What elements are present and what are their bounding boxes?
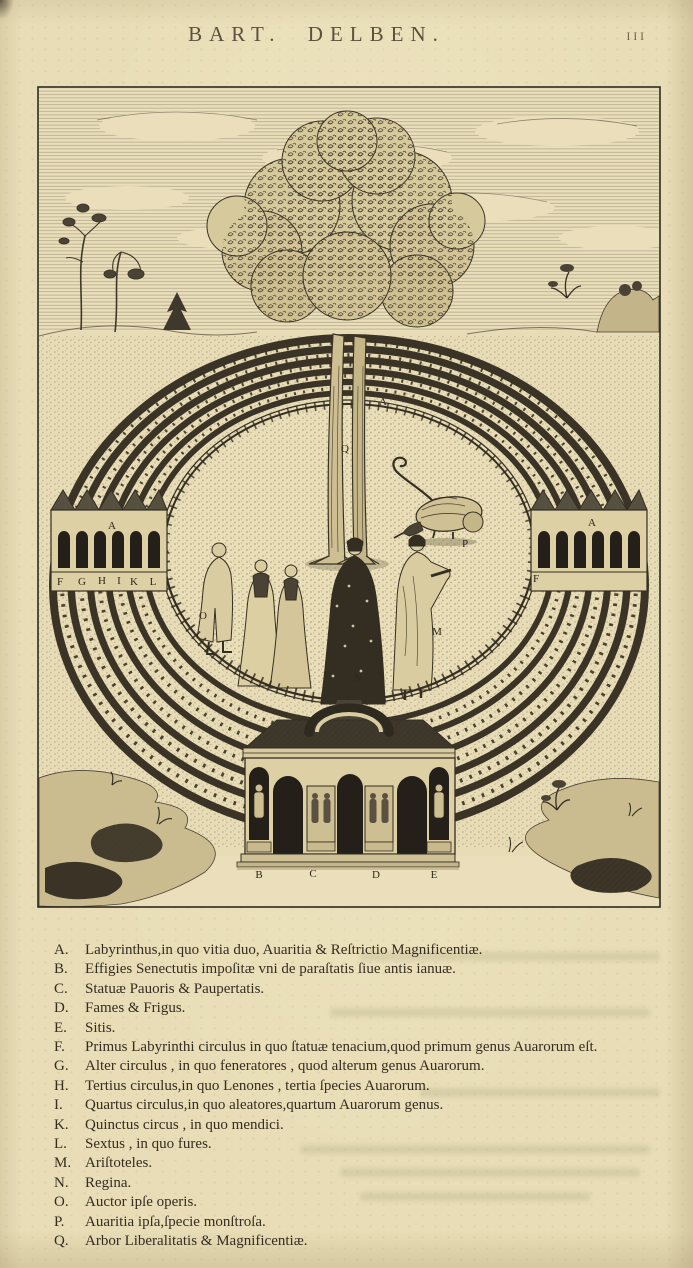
corner-niche-left	[247, 767, 271, 852]
legend-letter: A.	[54, 942, 69, 958]
engraving-letter-o: O	[199, 610, 207, 622]
legend-item	[54, 1135, 684, 1154]
legend-text: Regina.	[85, 1174, 132, 1191]
engraving-letter-m: M	[432, 626, 442, 638]
page-corner-stain	[0, 0, 14, 20]
engraving-letter-k: K	[130, 576, 138, 588]
statue-panel-left	[307, 786, 335, 851]
legend-text: Sextus , in quo fures.	[85, 1136, 212, 1153]
legend-text: Sitis.	[85, 1019, 116, 1036]
legend-item	[54, 1174, 684, 1193]
legend-item	[54, 1154, 684, 1173]
engraving-letter-h: H	[98, 575, 106, 587]
legend-list	[54, 941, 684, 1252]
legend-text: Statuæ Pauoris & Paupertatis.	[85, 980, 265, 997]
corner-niche-right	[427, 767, 451, 852]
legend-letter: D.	[54, 1000, 69, 1017]
legend-letter: G.	[54, 1058, 69, 1075]
legend-letter: B.	[54, 961, 68, 978]
gatehouse	[237, 700, 459, 870]
legend-letter: P.	[54, 1213, 65, 1230]
legend-item	[54, 1232, 684, 1251]
legend-text: Fames & Frigus.	[85, 1000, 186, 1017]
legend-item	[54, 1077, 684, 1096]
engraving-letter-e: E	[430, 869, 438, 881]
legend-item	[54, 1057, 684, 1076]
legend-item	[54, 980, 684, 999]
side-wall-right	[531, 490, 647, 591]
legend-letter: C.	[54, 980, 68, 997]
base-plinth	[241, 854, 455, 862]
legend-letter: I.	[54, 1097, 63, 1114]
legend-item	[54, 999, 684, 1018]
engraving-letter-i: I	[117, 575, 121, 587]
legend-letter: Q.	[54, 1233, 69, 1250]
legend-item	[54, 1213, 684, 1232]
legend-text: Auctor ipſe operis.	[85, 1194, 198, 1211]
engraving-letter-c: C	[309, 868, 317, 880]
legend-item	[54, 960, 684, 979]
legend-text: Effigies Senectutis impoſitæ vni de paraſtatis ſiue antis ianuæ.	[85, 961, 456, 978]
legend-text: Primus Labyrinthi circulus in quo ſtatuæ tenacium,quod primum genus Auarorum eſt.	[85, 1039, 598, 1056]
legend-letter: N.	[54, 1174, 69, 1191]
labyrinth-engraving	[37, 86, 661, 908]
engraving-letter-n: N	[354, 672, 362, 684]
page-number: III	[626, 31, 647, 43]
engraving-letter-q: Q	[341, 443, 349, 455]
legend-item	[54, 1038, 684, 1057]
engraving-letter-l: L	[149, 576, 157, 588]
engraving-letter-g: G	[78, 576, 86, 588]
legend-text: Tertius circulus,in quo Lenones , tertia ſpecies Auarorum.	[85, 1077, 430, 1094]
legend-letter: L.	[54, 1136, 67, 1153]
arch-opening	[397, 776, 427, 854]
running-header: BART. DELBEN.	[188, 22, 445, 46]
legend-item	[54, 941, 684, 960]
legend-item	[54, 1096, 684, 1115]
engraving-letter-a: A	[108, 520, 116, 532]
arch-opening	[273, 776, 303, 854]
arch-opening-center	[337, 774, 363, 854]
legend-letter: K.	[54, 1116, 69, 1133]
engraving-letter-b: B	[255, 869, 263, 881]
legend-item	[54, 1193, 684, 1212]
legend-text: Alter circulus , in quo feneratores , quod alterum genus Auarorum.	[85, 1058, 485, 1075]
engraving-letter-d: D	[372, 869, 380, 881]
legend-letter: H.	[54, 1077, 69, 1094]
legend-text: Quinctus circus , in quo mendici.	[85, 1116, 284, 1133]
legend-letter: E.	[54, 1019, 67, 1036]
legend-text: Quartus circulus,in quo aleatores,quartum Auarorum genus.	[85, 1097, 444, 1114]
legend-letter: M.	[54, 1155, 72, 1172]
statue-panel-right	[365, 786, 393, 851]
engraving-letter-p: P	[461, 538, 469, 550]
engraving-letter-a: A	[588, 517, 596, 529]
legend-text: Ariſtoteles.	[85, 1155, 153, 1172]
legend-text: Auaritia ipſa,ſpecie monſtroſa.	[85, 1213, 266, 1230]
engraving-letter-f: F	[56, 576, 64, 588]
engraving-letter-a: A	[379, 396, 387, 408]
legend-letter: F.	[54, 1039, 65, 1056]
engraving-letter-f: F	[532, 573, 540, 585]
legend-item	[54, 1116, 684, 1135]
legend-text: Arbor Liberalitatis & Magnificentiæ.	[85, 1233, 308, 1250]
legend-item	[54, 1019, 684, 1038]
legend-text: Labyrinthus,in quo vitia duo, Auaritia & Reſtrictio Magnificentiæ.	[85, 942, 483, 958]
engraving-canvas	[37, 86, 661, 908]
legend-letter: O.	[54, 1194, 69, 1211]
